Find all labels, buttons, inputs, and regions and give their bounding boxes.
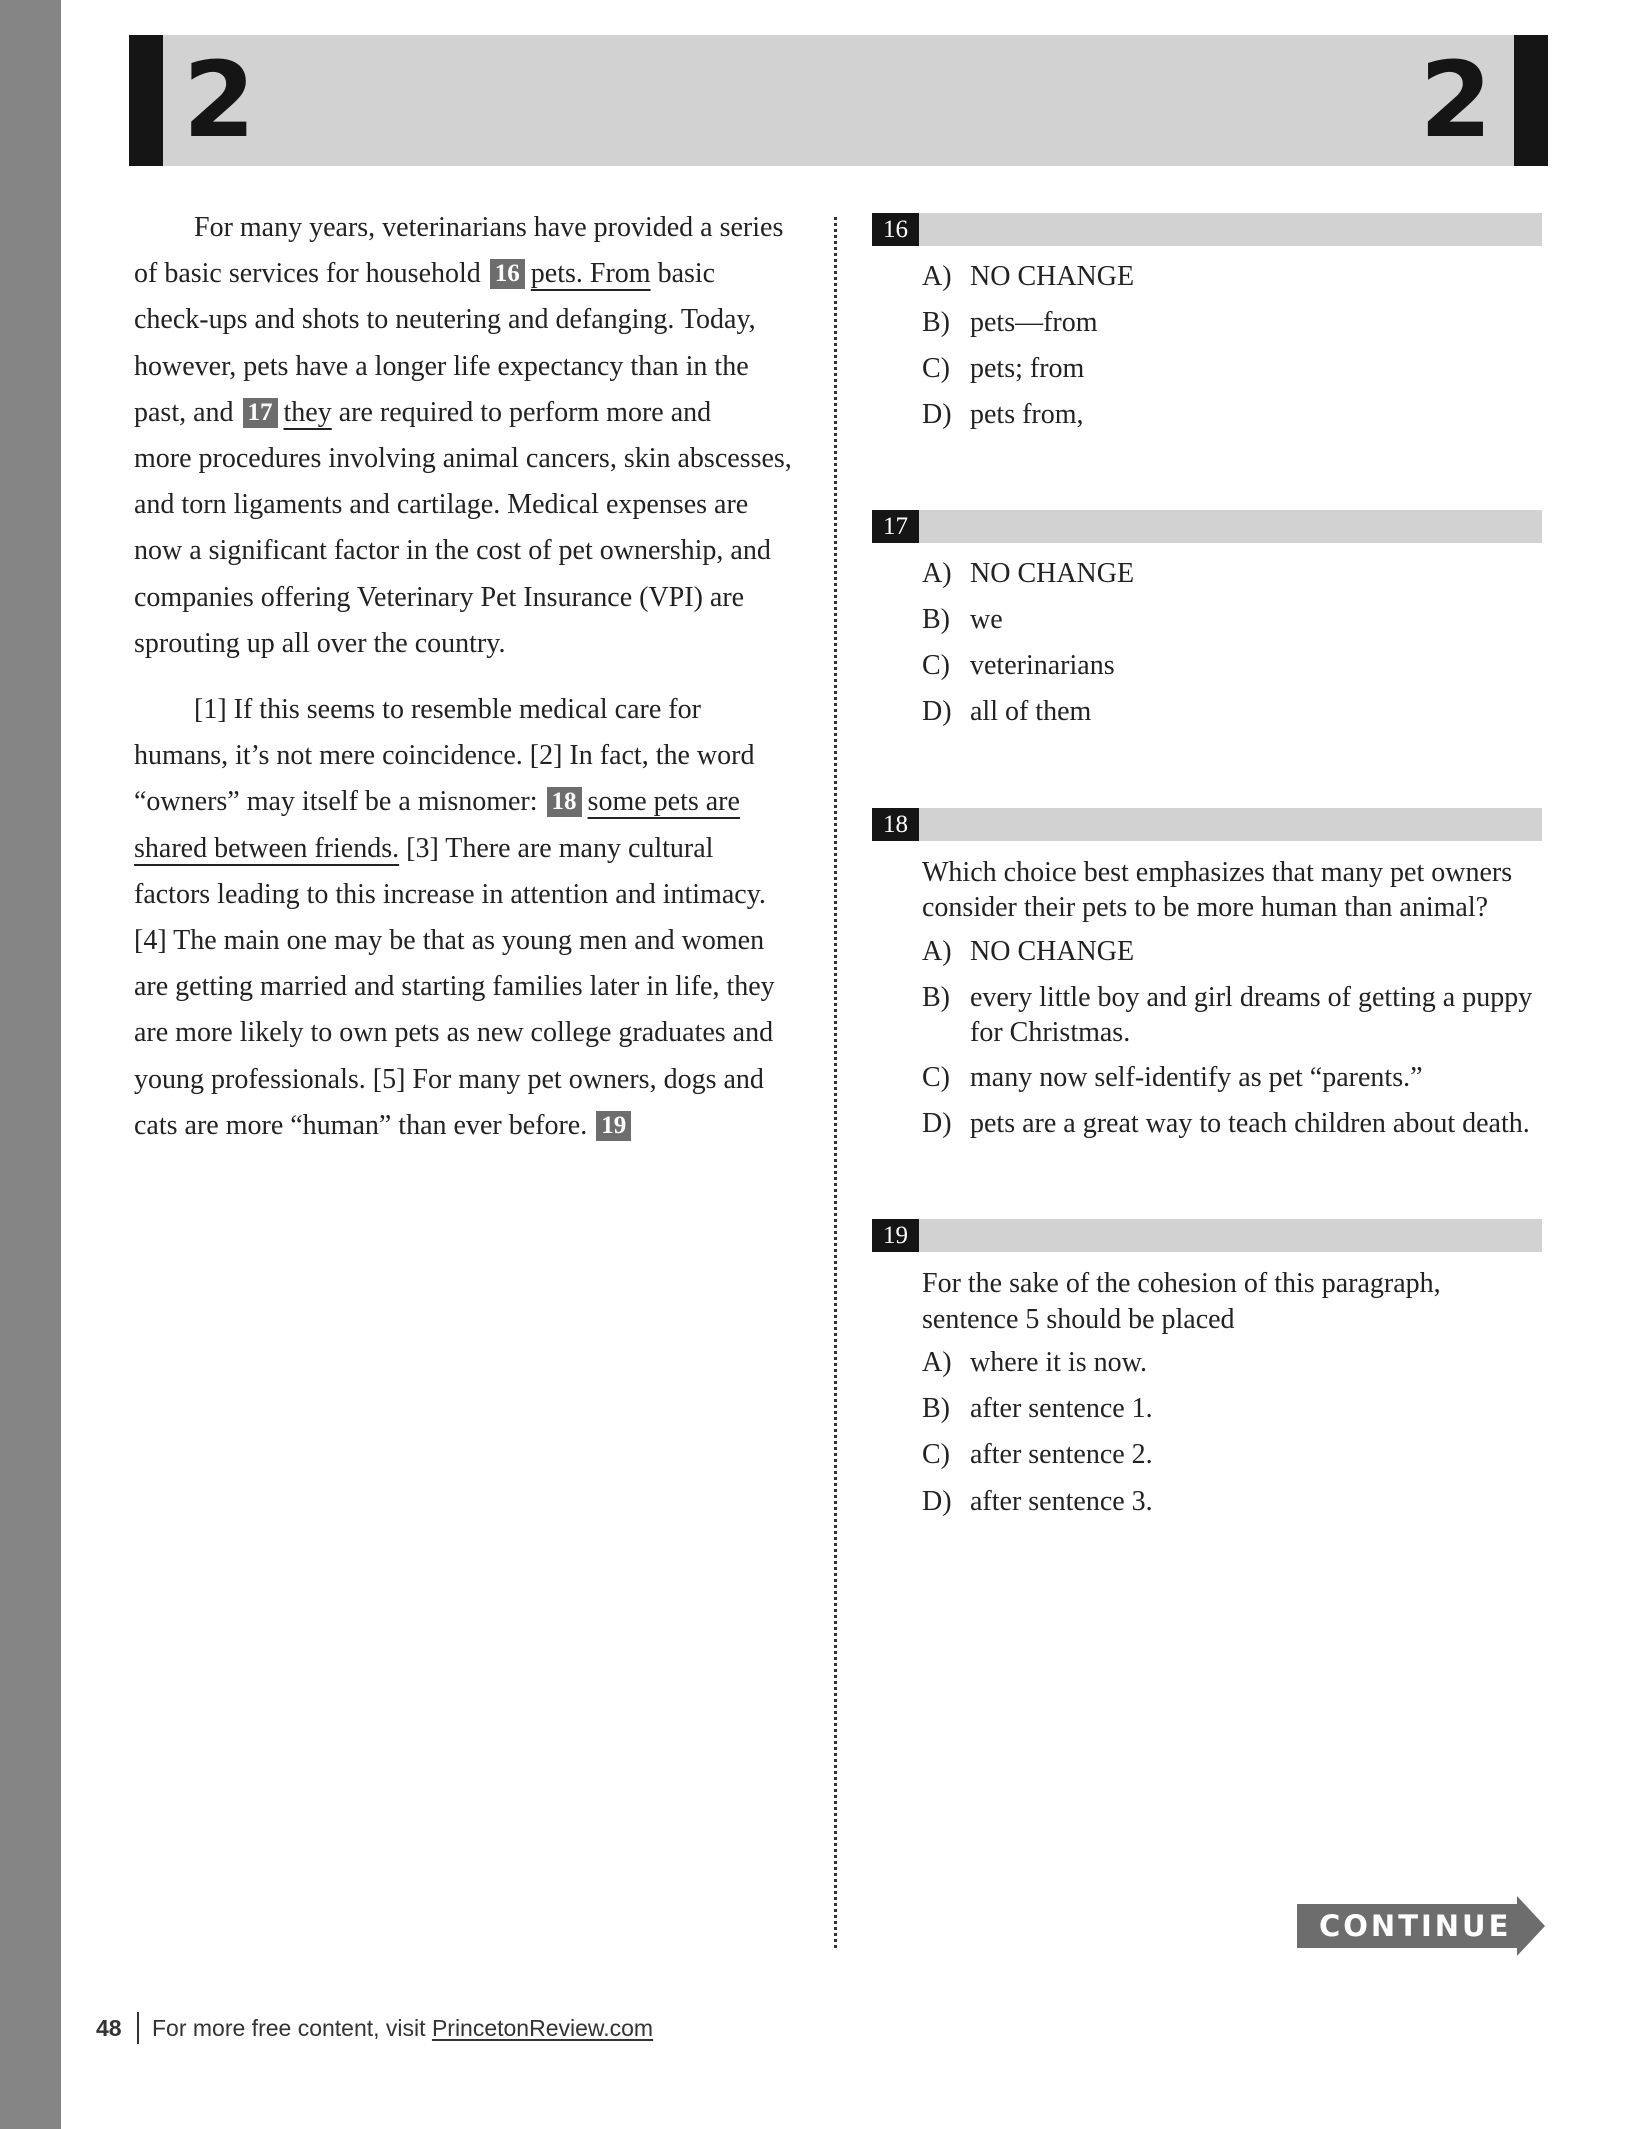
passage-line [134,779,740,825]
header-right-bar [1514,35,1548,166]
passage-line [134,436,792,482]
option-letter[interactable]: D) [922,1108,952,1139]
question-number: 18 [872,808,919,841]
option-text[interactable]: veterinarians [970,650,1115,681]
passage-line [134,1103,637,1149]
passage-text: however, pets have a longer life expectancy than in the [134,350,749,382]
underlined-text: they [283,396,332,428]
passage-line [134,964,775,1010]
passage-line [134,918,764,964]
underlined-text: pets. From [530,258,651,290]
passage-text: companies offering Veterinary Pet Insurance (VPI) are [134,581,745,613]
option-text[interactable]: all of them [970,696,1092,727]
question-marker: 16 [490,259,525,289]
option-letter[interactable]: A) [922,1347,952,1378]
continue-label: CONTINUE [1319,1909,1512,1943]
option-letter[interactable]: B) [922,982,950,1013]
option-text[interactable]: every little boy and girl dreams of getting a puppy [970,982,1533,1013]
footer-label: For more free content, visit [152,2015,432,2041]
header-left-bar [129,35,163,166]
passage-text: now a significant factor in the cost of pet ownership, and [134,535,771,567]
question-marker: 18 [547,787,582,817]
passage-text: “owners” may itself be a misnomer: [134,786,545,818]
option-letter[interactable]: B) [922,604,950,635]
question-header [872,808,1542,841]
passage-line [134,1057,764,1103]
passage-text: [4] The main one may be that as young men and women [134,925,765,956]
question-prompt: For the sake of the cohesion of this paragraph, [922,1268,1441,1299]
question-prompt: consider their pets to be more human than animal? [922,892,1489,923]
option-text[interactable]: NO CHANGE [970,261,1135,292]
question-header [872,213,1542,246]
passage-line [134,733,754,779]
question-header [872,510,1542,543]
question-header [872,1219,1542,1252]
page-edge-bar [0,0,61,2129]
option-text[interactable]: after sentence 2. [970,1439,1153,1470]
passage-line [134,251,715,297]
option-text[interactable]: many now self-identify as pet “parents.” [970,1062,1423,1093]
option-text[interactable]: after sentence 3. [970,1486,1153,1517]
passage-text: more procedures involving animal cancers, skin abscesses, [134,443,792,474]
question-marker: 17 [243,398,278,428]
passage-line [134,390,711,436]
question-prompt: Which choice best emphasizes that many pet owners [922,857,1513,888]
passage-text: humans, it’s not mere coincidence. [2] In fact, the word [134,740,755,772]
question-marker: 19 [596,1111,631,1141]
underlined-text: some pets are [587,786,740,818]
passage-line [134,575,744,621]
passage-text: cats are more “human” than ever before. [134,1109,595,1141]
passage-line [134,621,505,667]
passage-line [134,528,771,574]
option-letter[interactable]: C) [922,1439,950,1470]
option-text[interactable]: after sentence 1. [970,1393,1153,1424]
passage-text: and torn ligaments and cartilage. Medical expenses are [134,489,749,521]
option-letter[interactable]: C) [922,650,950,681]
option-letter[interactable]: C) [922,1062,950,1093]
passage-text: young professionals. [5] For many pet owners, dogs and [134,1063,764,1095]
passage-text: are getting married and starting families later in life, they [134,971,775,1003]
option-letter[interactable]: B) [922,1393,950,1424]
footer-text [152,2010,653,2046]
passage-line [134,205,783,251]
option-letter[interactable]: D) [922,399,952,430]
footer-link[interactable]: PrincetonReview.com [431,2015,654,2041]
question-prompt: sentence 5 should be placed [922,1304,1235,1335]
passage-line [134,687,701,733]
option-text[interactable]: NO CHANGE [970,558,1135,589]
passage-line [134,1010,773,1056]
option-letter[interactable]: C) [922,353,950,384]
column-divider [834,217,837,1948]
option-text[interactable]: we [970,604,1003,635]
option-text[interactable]: NO CHANGE [970,936,1135,967]
passage-text: [1] If this seems to resemble medical care for [194,694,701,725]
passage-line [134,297,756,343]
section-number-right: 2 [1419,39,1492,161]
option-text[interactable]: for Christmas. [970,1017,1131,1048]
passage-text: For many years, veterinarians have provided a series [194,212,784,243]
question-number: 17 [872,510,919,543]
underlined-text: shared between friends. [134,832,400,864]
option-text[interactable]: pets—from [970,307,1098,338]
passage-text: check-ups and shots to neutering and defanging. Today, [134,304,756,336]
option-text[interactable]: pets; from [970,353,1085,384]
option-letter[interactable]: A) [922,261,952,292]
passage-line [134,344,749,390]
question-number: 16 [872,213,919,246]
option-letter[interactable]: A) [922,936,952,967]
section-number-left: 2 [183,39,256,161]
option-text[interactable]: pets are a great way to teach children about death. [970,1108,1530,1139]
question-number: 19 [872,1219,919,1252]
passage-text: are required to perform more and [331,396,712,428]
continue-button[interactable] [1297,1896,1545,1956]
option-text[interactable]: pets from, [970,399,1084,430]
option-letter[interactable]: B) [922,307,950,338]
page-number: 48 [96,2015,122,2041]
passage-line [134,826,713,872]
footer-divider [137,2012,139,2044]
passage-text: sprouting up all over the country. [134,627,506,659]
passage-text: factors leading to this increase in attention and intimacy. [134,878,766,910]
option-text[interactable]: where it is now. [970,1347,1148,1378]
passage-text: past, and [134,396,241,428]
passage-text: of basic services for household [134,258,488,290]
passage-line [134,482,748,528]
passage-text: [3] There are many cultural [399,832,714,864]
section-header [129,35,1548,166]
passage-line [134,872,766,918]
option-letter[interactable]: D) [922,1486,952,1517]
passage-text: are more likely to own pets as new college graduates and [134,1017,774,1049]
option-letter[interactable]: D) [922,696,952,727]
passage-text: basic [650,258,716,290]
option-letter[interactable]: A) [922,558,952,589]
